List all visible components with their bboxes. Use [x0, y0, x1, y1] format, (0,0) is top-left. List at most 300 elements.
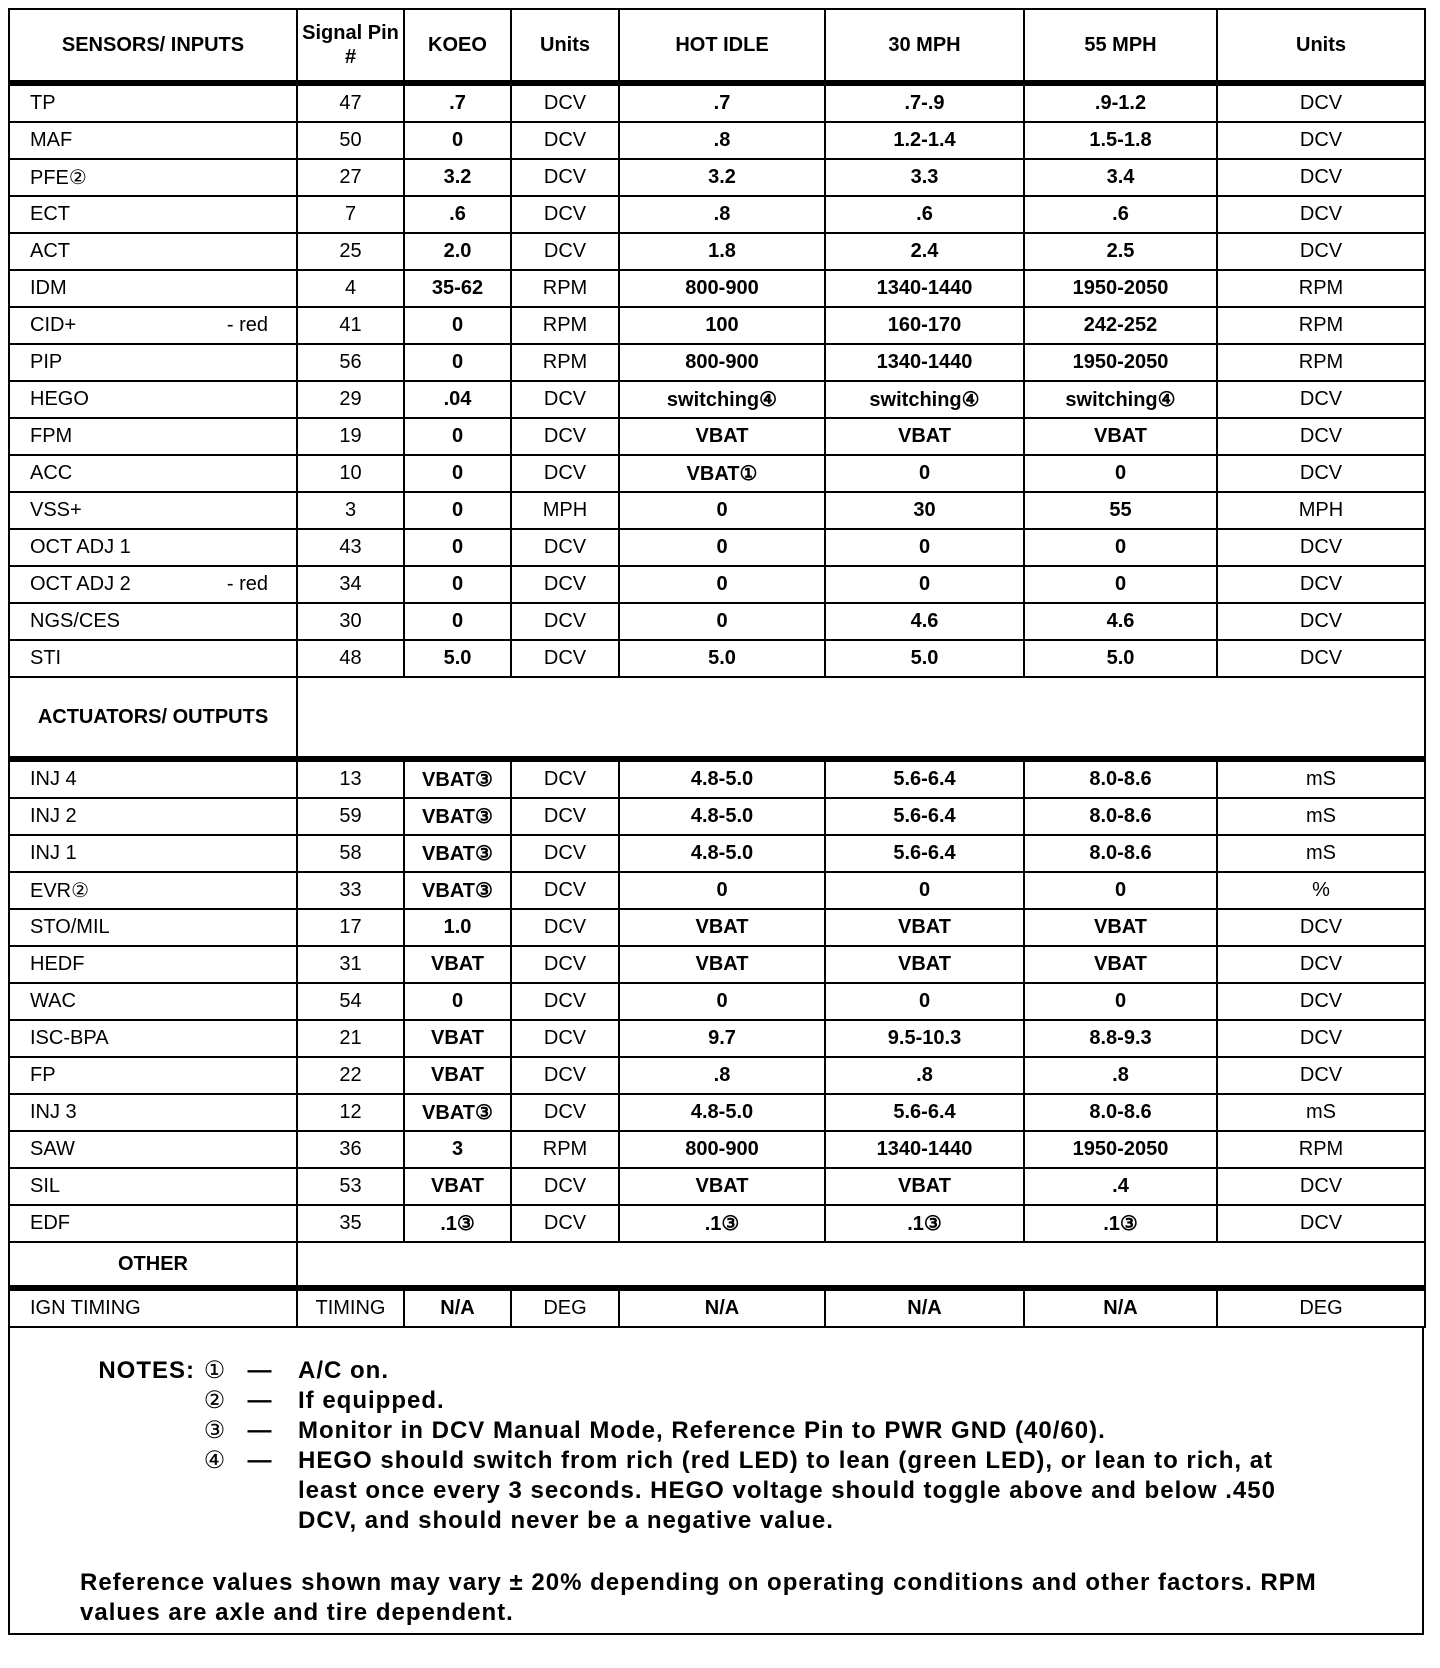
- cell-units2: DCV: [1217, 529, 1425, 566]
- signal-name: [9, 122, 297, 159]
- cell-mph55: 2.5: [1024, 233, 1217, 270]
- table-row: [9, 270, 1425, 307]
- cell-units2: DCV: [1217, 1057, 1425, 1094]
- cell-hot-idle: 0: [619, 983, 825, 1020]
- cell-mph30: 5.6-6.4: [825, 759, 1024, 798]
- table-row: [9, 909, 1425, 946]
- note-dash: —: [247, 1417, 273, 1444]
- cell-units2: DEG: [1217, 1288, 1425, 1327]
- column-header: Signal Pin #: [297, 9, 404, 83]
- cell-hot-idle: N/A: [619, 1288, 825, 1327]
- cell-units: DCV: [511, 909, 619, 946]
- signal-name-text: ISC-BPA: [30, 1027, 109, 1049]
- table-row: [9, 872, 1425, 909]
- signal-name-text: INJ 4: [30, 768, 77, 790]
- table-row: [9, 835, 1425, 872]
- cell-units: DCV: [511, 196, 619, 233]
- cell-units2: DCV: [1217, 1205, 1425, 1242]
- cell-units: DCV: [511, 603, 619, 640]
- cell-koeo: .6: [404, 196, 511, 233]
- table-row: [9, 418, 1425, 455]
- table-row: [9, 529, 1425, 566]
- signal-name: [9, 196, 297, 233]
- cell-pin: 33: [297, 872, 404, 909]
- note-number: ③: [203, 1417, 227, 1444]
- signal-name-text: FP: [30, 1064, 56, 1086]
- cell-mph55: .8: [1024, 1057, 1217, 1094]
- note-item: [80, 1446, 1322, 1534]
- cell-mph30: 1340-1440: [825, 344, 1024, 381]
- cell-mph55: 8.0-8.6: [1024, 798, 1217, 835]
- cell-pin: 47: [297, 83, 404, 122]
- cell-hot-idle: 4.8-5.0: [619, 1094, 825, 1131]
- signal-name-text: CID+: [30, 314, 77, 336]
- cell-units: RPM: [511, 344, 619, 381]
- table-row: [9, 1131, 1425, 1168]
- cell-units: DCV: [511, 759, 619, 798]
- note-dash: —: [247, 1387, 273, 1414]
- cell-units2: DCV: [1217, 122, 1425, 159]
- table-row: [9, 344, 1425, 381]
- cell-koeo: VBAT: [404, 1057, 511, 1094]
- cell-units2: DCV: [1217, 233, 1425, 270]
- table-row: [9, 492, 1425, 529]
- signal-name: [9, 1205, 297, 1242]
- cell-pin: 48: [297, 640, 404, 677]
- note-text: Monitor in DCV Manual Mode, Reference Pin to PWR GND (40/60).: [298, 1417, 1106, 1444]
- cell-units2: DCV: [1217, 418, 1425, 455]
- cell-mph30: 3.3: [825, 159, 1024, 196]
- cell-mph55: N/A: [1024, 1288, 1217, 1327]
- other-section-label: OTHER: [9, 1242, 297, 1288]
- cell-pin: 41: [297, 307, 404, 344]
- table-row: [9, 946, 1425, 983]
- cell-units2: RPM: [1217, 270, 1425, 307]
- cell-pin: 4: [297, 270, 404, 307]
- cell-mph55: 8.0-8.6: [1024, 1094, 1217, 1131]
- cell-units: DCV: [511, 640, 619, 677]
- signal-name-text: ACC: [30, 462, 73, 484]
- actuators-section: [9, 677, 1425, 759]
- cell-hot-idle: 800-900: [619, 1131, 825, 1168]
- table-row: [9, 307, 1425, 344]
- cell-hot-idle: 9.7: [619, 1020, 825, 1057]
- cell-units2: DCV: [1217, 196, 1425, 233]
- cell-mph30: .8: [825, 1057, 1024, 1094]
- cell-koeo: VBAT③: [404, 759, 511, 798]
- cell-mph55: 0: [1024, 529, 1217, 566]
- signal-name-text: TP: [30, 92, 56, 114]
- signal-name: [9, 418, 297, 455]
- cell-hot-idle: 5.0: [619, 640, 825, 677]
- cell-units2: DCV: [1217, 159, 1425, 196]
- signal-name-text: HEGO: [30, 388, 89, 410]
- cell-units2: mS: [1217, 759, 1425, 798]
- signal-name-text: INJ 1: [30, 842, 77, 864]
- cell-koeo: 2.0: [404, 233, 511, 270]
- cell-hot-idle: .8: [619, 1057, 825, 1094]
- table-row: [9, 196, 1425, 233]
- signal-name-text: ECT: [30, 203, 70, 225]
- cell-mph30: 5.6-6.4: [825, 835, 1024, 872]
- table-row: [9, 983, 1425, 1020]
- cell-pin: 13: [297, 759, 404, 798]
- cell-hot-idle: 800-900: [619, 344, 825, 381]
- cell-koeo: 0: [404, 122, 511, 159]
- signal-name: [9, 835, 297, 872]
- signal-name: [9, 1094, 297, 1131]
- cell-mph55: .9-1.2: [1024, 83, 1217, 122]
- cell-pin: 56: [297, 344, 404, 381]
- cell-pin: 31: [297, 946, 404, 983]
- cell-hot-idle: .8: [619, 122, 825, 159]
- cell-mph55: 55: [1024, 492, 1217, 529]
- other-section: [9, 1242, 1425, 1288]
- cell-koeo: 0: [404, 344, 511, 381]
- signal-name-text: SIL: [30, 1175, 61, 1197]
- cell-units: DCV: [511, 1168, 619, 1205]
- cell-pin: 12: [297, 1094, 404, 1131]
- cell-koeo: VBAT③: [404, 798, 511, 835]
- signal-name: [9, 603, 297, 640]
- note-number: ④: [203, 1447, 227, 1474]
- cell-pin: 3: [297, 492, 404, 529]
- cell-units2: RPM: [1217, 1131, 1425, 1168]
- cell-koeo: VBAT: [404, 1168, 511, 1205]
- cell-pin: 36: [297, 1131, 404, 1168]
- cell-units2: DCV: [1217, 83, 1425, 122]
- note-item: [80, 1386, 1322, 1415]
- actuators-section-label: ACTUATORS/ OUTPUTS: [9, 677, 297, 759]
- signal-name: [9, 307, 297, 344]
- signal-name-text: PIP: [30, 351, 63, 373]
- note-dash: —: [247, 1447, 273, 1474]
- cell-mph30: 1.2-1.4: [825, 122, 1024, 159]
- cell-mph30: 5.6-6.4: [825, 798, 1024, 835]
- signal-name: [9, 798, 297, 835]
- signal-name-text: INJ 2: [30, 805, 77, 827]
- cell-units2: DCV: [1217, 455, 1425, 492]
- cell-pin: 19: [297, 418, 404, 455]
- table-row: [9, 83, 1425, 122]
- cell-units: DEG: [511, 1288, 619, 1327]
- cell-hot-idle: 4.8-5.0: [619, 835, 825, 872]
- cell-mph55: 8.0-8.6: [1024, 759, 1217, 798]
- note-item: [80, 1356, 1322, 1385]
- cell-mph55: 1950-2050: [1024, 270, 1217, 307]
- cell-mph55: 4.6: [1024, 603, 1217, 640]
- blank-cell: [297, 677, 1425, 759]
- cell-mph30: .1③: [825, 1205, 1024, 1242]
- cell-koeo: 3: [404, 1131, 511, 1168]
- cell-mph30: VBAT: [825, 418, 1024, 455]
- cell-units: DCV: [511, 946, 619, 983]
- cell-mph55: 0: [1024, 983, 1217, 1020]
- cell-koeo: 0: [404, 603, 511, 640]
- table-row: [9, 566, 1425, 603]
- signal-name-text: IGN TIMING: [30, 1297, 141, 1319]
- cell-mph30: switching④: [825, 381, 1024, 418]
- cell-pin: 59: [297, 798, 404, 835]
- cell-koeo: 0: [404, 492, 511, 529]
- cell-pin: 50: [297, 122, 404, 159]
- cell-mph30: 2.4: [825, 233, 1024, 270]
- signal-name-text: MAF: [30, 129, 73, 151]
- table-row: [9, 381, 1425, 418]
- cell-pin: 25: [297, 233, 404, 270]
- cell-koeo: .04: [404, 381, 511, 418]
- cell-koeo: 0: [404, 418, 511, 455]
- cell-units: DCV: [511, 1020, 619, 1057]
- table-row: [9, 233, 1425, 270]
- cell-units: RPM: [511, 270, 619, 307]
- cell-units: DCV: [511, 1205, 619, 1242]
- signal-name-text: NGS/CES: [30, 610, 121, 632]
- signal-name-text: WAC: [30, 990, 76, 1012]
- cell-koeo: 0: [404, 529, 511, 566]
- cell-pin: 35: [297, 1205, 404, 1242]
- note-dash: —: [247, 1357, 273, 1384]
- signal-name: [9, 455, 297, 492]
- cell-units: MPH: [511, 492, 619, 529]
- cell-units: DCV: [511, 1057, 619, 1094]
- cell-hot-idle: VBAT: [619, 418, 825, 455]
- cell-mph55: 3.4: [1024, 159, 1217, 196]
- cell-units2: mS: [1217, 798, 1425, 835]
- cell-mph55: VBAT: [1024, 418, 1217, 455]
- table-row: [9, 603, 1425, 640]
- signal-name-text: EDF: [30, 1212, 70, 1234]
- signal-name: [9, 270, 297, 307]
- table-row: [9, 1205, 1425, 1242]
- cell-hot-idle: 3.2: [619, 159, 825, 196]
- note-text: A/C on.: [298, 1357, 389, 1384]
- cell-mph30: VBAT: [825, 909, 1024, 946]
- cell-pin: 22: [297, 1057, 404, 1094]
- cell-mph30: 5.6-6.4: [825, 1094, 1024, 1131]
- cell-hot-idle: 0: [619, 492, 825, 529]
- cell-hot-idle: 0: [619, 529, 825, 566]
- note-text: If equipped.: [298, 1387, 445, 1414]
- cell-mph55: VBAT: [1024, 946, 1217, 983]
- cell-mph30: 9.5-10.3: [825, 1020, 1024, 1057]
- cell-pin: 30: [297, 603, 404, 640]
- signal-name-text: VSS+: [30, 499, 82, 521]
- signal-name-text: STO/MIL: [30, 916, 110, 938]
- cell-units2: mS: [1217, 1094, 1425, 1131]
- cell-koeo: 0: [404, 566, 511, 603]
- signal-name: [9, 983, 297, 1020]
- signal-name-text: SAW: [30, 1138, 75, 1160]
- cell-hot-idle: 1.8: [619, 233, 825, 270]
- cell-units2: RPM: [1217, 344, 1425, 381]
- cell-hot-idle: 4.8-5.0: [619, 798, 825, 835]
- cell-mph55: 0: [1024, 455, 1217, 492]
- cell-koeo: VBAT: [404, 946, 511, 983]
- cell-units: DCV: [511, 872, 619, 909]
- wire-color-note: - red: [226, 573, 268, 595]
- cell-units2: %: [1217, 872, 1425, 909]
- signal-name: [9, 529, 297, 566]
- cell-mph30: 0: [825, 455, 1024, 492]
- signal-name: [9, 759, 297, 798]
- cell-units: DCV: [511, 566, 619, 603]
- signal-name: [9, 233, 297, 270]
- signal-name: [9, 492, 297, 529]
- cell-pin: 21: [297, 1020, 404, 1057]
- column-header: HOT IDLE: [619, 9, 825, 83]
- cell-mph30: 5.0: [825, 640, 1024, 677]
- table-row: [9, 122, 1425, 159]
- cell-hot-idle: .8: [619, 196, 825, 233]
- column-header: Units: [511, 9, 619, 83]
- cell-koeo: 1.0: [404, 909, 511, 946]
- cell-mph30: 30: [825, 492, 1024, 529]
- pinpoint-values-table: [8, 8, 1426, 1328]
- signal-name: [9, 1057, 297, 1094]
- cell-units: DCV: [511, 455, 619, 492]
- cell-units: RPM: [511, 1131, 619, 1168]
- cell-mph30: 1340-1440: [825, 1131, 1024, 1168]
- signal-name: [9, 946, 297, 983]
- note-number: ②: [203, 1387, 227, 1414]
- cell-koeo: VBAT: [404, 1020, 511, 1057]
- signal-name-text: OCT ADJ 1: [30, 536, 131, 558]
- cell-units: DCV: [511, 983, 619, 1020]
- cell-units: DCV: [511, 83, 619, 122]
- signal-name-text: PFE②: [30, 167, 87, 189]
- cell-koeo: 35-62: [404, 270, 511, 307]
- cell-units: DCV: [511, 835, 619, 872]
- cell-units2: RPM: [1217, 307, 1425, 344]
- notes-section: [8, 1328, 1424, 1635]
- column-header: 30 MPH: [825, 9, 1024, 83]
- table-row: [9, 640, 1425, 677]
- cell-koeo: 3.2: [404, 159, 511, 196]
- table-row: [9, 1020, 1425, 1057]
- cell-pin: 34: [297, 566, 404, 603]
- cell-units2: DCV: [1217, 566, 1425, 603]
- signal-name: [9, 1288, 297, 1327]
- cell-hot-idle: VBAT①: [619, 455, 825, 492]
- signal-name: [9, 344, 297, 381]
- table-row: [9, 1057, 1425, 1094]
- signal-name: [9, 1168, 297, 1205]
- cell-koeo: VBAT③: [404, 1094, 511, 1131]
- cell-mph30: 0: [825, 566, 1024, 603]
- cell-units2: DCV: [1217, 909, 1425, 946]
- signal-name-text: FPM: [30, 425, 73, 447]
- cell-units: DCV: [511, 1094, 619, 1131]
- cell-pin: 54: [297, 983, 404, 1020]
- cell-pin: 7: [297, 196, 404, 233]
- cell-hot-idle: VBAT: [619, 946, 825, 983]
- cell-mph30: 0: [825, 983, 1024, 1020]
- signal-name-text: OCT ADJ 2: [30, 573, 131, 595]
- cell-units: DCV: [511, 798, 619, 835]
- cell-mph30: VBAT: [825, 1168, 1024, 1205]
- cell-koeo: VBAT③: [404, 872, 511, 909]
- cell-units2: DCV: [1217, 1020, 1425, 1057]
- cell-pin: TIMING: [297, 1288, 404, 1327]
- table-row: [9, 798, 1425, 835]
- cell-mph30: 4.6: [825, 603, 1024, 640]
- cell-hot-idle: .1③: [619, 1205, 825, 1242]
- cell-hot-idle: 100: [619, 307, 825, 344]
- signal-name: [9, 872, 297, 909]
- signal-name: [9, 1131, 297, 1168]
- cell-mph55: 0: [1024, 566, 1217, 603]
- cell-units: DCV: [511, 233, 619, 270]
- cell-hot-idle: VBAT: [619, 909, 825, 946]
- signal-name: [9, 83, 297, 122]
- cell-mph55: 5.0: [1024, 640, 1217, 677]
- signal-name: [9, 159, 297, 196]
- cell-mph55: 242-252: [1024, 307, 1217, 344]
- cell-mph55: 1.5-1.8: [1024, 122, 1217, 159]
- signal-name: [9, 566, 297, 603]
- cell-units: DCV: [511, 381, 619, 418]
- signal-name-text: HEDF: [30, 953, 85, 975]
- signal-name-text: ACT: [30, 240, 70, 262]
- cell-hot-idle: 4.8-5.0: [619, 759, 825, 798]
- cell-mph30: 1340-1440: [825, 270, 1024, 307]
- cell-hot-idle: switching④: [619, 381, 825, 418]
- cell-koeo: .1③: [404, 1205, 511, 1242]
- cell-mph30: VBAT: [825, 946, 1024, 983]
- cell-koeo: 0: [404, 307, 511, 344]
- cell-mph30: .7-.9: [825, 83, 1024, 122]
- signal-name-text: EVR②: [30, 880, 90, 902]
- table-row: [9, 455, 1425, 492]
- cell-pin: 27: [297, 159, 404, 196]
- header-row: [9, 9, 1425, 83]
- cell-hot-idle: 0: [619, 603, 825, 640]
- note-item: [80, 1416, 1322, 1445]
- cell-pin: 10: [297, 455, 404, 492]
- cell-units2: DCV: [1217, 381, 1425, 418]
- column-header: 55 MPH: [1024, 9, 1217, 83]
- cell-mph30: N/A: [825, 1288, 1024, 1327]
- cell-mph30: 0: [825, 529, 1024, 566]
- cell-mph30: .6: [825, 196, 1024, 233]
- cell-units2: DCV: [1217, 603, 1425, 640]
- note-number: ①: [203, 1357, 227, 1384]
- cell-units: DCV: [511, 529, 619, 566]
- cell-hot-idle: .7: [619, 83, 825, 122]
- cell-mph55: 0: [1024, 872, 1217, 909]
- column-header: KOEO: [404, 9, 511, 83]
- cell-hot-idle: 800-900: [619, 270, 825, 307]
- cell-units2: DCV: [1217, 1168, 1425, 1205]
- cell-koeo: N/A: [404, 1288, 511, 1327]
- cell-pin: 29: [297, 381, 404, 418]
- notes-label: NOTES:: [98, 1357, 195, 1384]
- cell-hot-idle: 0: [619, 872, 825, 909]
- cell-hot-idle: VBAT: [619, 1168, 825, 1205]
- blank-cell: [297, 1242, 1425, 1288]
- signal-name-text: INJ 3: [30, 1101, 77, 1123]
- cell-mph55: 1950-2050: [1024, 344, 1217, 381]
- cell-mph55: VBAT: [1024, 909, 1217, 946]
- table-row: [9, 759, 1425, 798]
- cell-units: DCV: [511, 159, 619, 196]
- table-row: [9, 1168, 1425, 1205]
- table-row: [9, 159, 1425, 196]
- cell-pin: 17: [297, 909, 404, 946]
- cell-mph30: 0: [825, 872, 1024, 909]
- cell-mph55: 1950-2050: [1024, 1131, 1217, 1168]
